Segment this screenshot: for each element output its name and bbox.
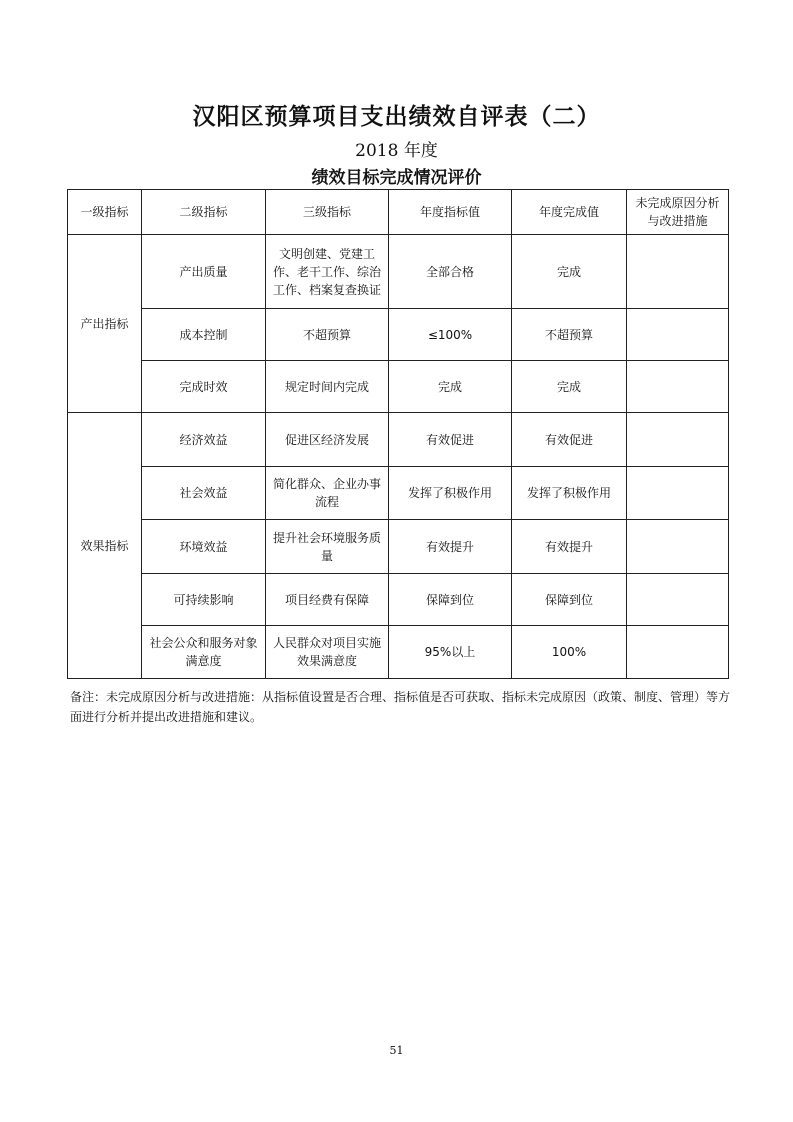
header-level2: 二级指标	[142, 190, 266, 235]
table-row	[68, 467, 729, 520]
document-title: 汉阳区预算项目支出绩效自评表（二）	[192, 103, 601, 130]
target-cell: 95%以上	[389, 626, 512, 679]
level3-cell: 人民群众对项目实施效果满意度	[266, 626, 389, 679]
table-header-row	[68, 190, 729, 235]
footnote: 备注：未完成原因分析与改进措施：从指标值设置是否合理、指标值是否可获取、指标未完成原因（政策、制度、管理）等方面进行分析并提出改进措施和建议。	[70, 690, 731, 724]
target-cell: 完成	[389, 361, 512, 413]
table-row	[68, 413, 729, 467]
level3-cell: 文明创建、党建工作、老干工作、综治工作、档案复查换证	[266, 235, 389, 309]
level3-cell: 规定时间内完成	[266, 361, 389, 413]
table-row	[68, 520, 729, 574]
actual-cell: 发挥了积极作用	[512, 467, 627, 520]
target-cell: 有效提升	[389, 520, 512, 574]
level2-cell: 成本控制	[142, 309, 266, 361]
evaluation-table	[67, 189, 729, 679]
table-row	[68, 626, 729, 679]
page-number: 51	[389, 1044, 404, 1057]
level2-cell: 产出质量	[142, 235, 266, 309]
reason-cell	[627, 361, 729, 413]
document-year: 2018 年度	[355, 141, 438, 161]
header-level1: 一级指标	[68, 190, 142, 235]
reason-cell	[627, 413, 729, 467]
table-row	[68, 309, 729, 361]
table-row	[68, 574, 729, 626]
level2-cell: 环境效益	[142, 520, 266, 574]
reason-cell	[627, 467, 729, 520]
level3-cell: 不超预算	[266, 309, 389, 361]
actual-cell: 完成	[512, 361, 627, 413]
level2-cell: 经济效益	[142, 413, 266, 467]
reason-cell	[627, 574, 729, 626]
actual-cell: 100%	[512, 626, 627, 679]
actual-cell: 有效提升	[512, 520, 627, 574]
reason-cell	[627, 309, 729, 361]
actual-cell: 完成	[512, 235, 627, 309]
level2-cell: 完成时效	[142, 361, 266, 413]
target-cell: ≤100%	[389, 309, 512, 361]
level3-cell: 提升社会环境服务质量	[266, 520, 389, 574]
reason-cell	[627, 235, 729, 309]
level2-cell: 可持续影响	[142, 574, 266, 626]
group-label-output: 产出指标	[68, 235, 142, 413]
header-target: 年度指标值	[389, 190, 512, 235]
target-cell: 保障到位	[389, 574, 512, 626]
level3-cell: 促进区经济发展	[266, 413, 389, 467]
reason-cell	[627, 626, 729, 679]
actual-cell: 保障到位	[512, 574, 627, 626]
header-level3: 三级指标	[266, 190, 389, 235]
level3-cell: 简化群众、企业办事流程	[266, 467, 389, 520]
level3-cell: 项目经费有保障	[266, 574, 389, 626]
section-title: 绩效目标完成情况评价	[311, 168, 482, 188]
reason-cell	[627, 520, 729, 574]
target-cell: 发挥了积极作用	[389, 467, 512, 520]
level2-cell: 社会公众和服务对象满意度	[142, 626, 266, 679]
header-reason: 未完成原因分析与改进措施	[627, 190, 729, 235]
actual-cell: 有效促进	[512, 413, 627, 467]
header-actual: 年度完成值	[512, 190, 627, 235]
group-label-effect: 效果指标	[68, 413, 142, 679]
actual-cell: 不超预算	[512, 309, 627, 361]
target-cell: 全部合格	[389, 235, 512, 309]
target-cell: 有效促进	[389, 413, 512, 467]
level2-cell: 社会效益	[142, 467, 266, 520]
table-row	[68, 361, 729, 413]
table-row	[68, 235, 729, 309]
